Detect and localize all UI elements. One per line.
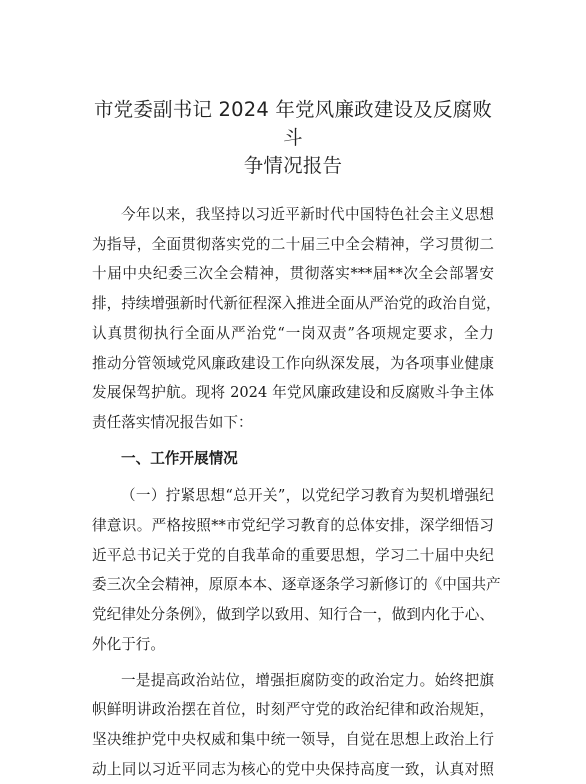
text-line: 委三次全会精神，原原本本、逐章逐条学习新修订的《中国共产 <box>92 576 501 594</box>
text-line: 发展保驾护航。现将 2024 年党风廉政建设和反腐败斗争主体 <box>92 384 494 402</box>
text-line: 认真贯彻执行全面从严治党“一岗双责”各项规定要求，全力 <box>92 324 494 342</box>
paragraph <box>92 200 501 438</box>
title-line: 市党委副书记 2024 年党风廉政建设及反腐败斗 <box>93 98 493 149</box>
document-body <box>92 200 501 784</box>
text-line: 律意识。严格按照**市党纪学习教育的总体安排，深学细悟习 <box>92 517 494 535</box>
text-line: 一是提高政治站位，增强拒腐防变的政治定力。始终把旗 <box>121 671 494 689</box>
text-line: 外化于行。 <box>92 635 165 653</box>
text-line: （一）拧紧思想“总开关”，以党纪学习教育为契机增强纪 <box>121 487 494 505</box>
text-line: 十届中央纪委三次全会精神，贯彻落实***届**次全会部署安 <box>92 265 494 283</box>
text-line: 动上同以习近平同志为核心的党中央保持高度一致，认真对照 <box>92 760 494 778</box>
text-line: 今年以来，我坚持以习近平新时代中国特色社会主义思想 <box>121 206 494 223</box>
document-title <box>92 96 494 180</box>
text-line: 推动分管领域党风廉政建设工作向纵深发展，为各项事业健康 <box>92 354 494 372</box>
title-line: 争情况报告 <box>243 154 343 177</box>
text-line: 党纪律处分条例》，做到学以致用、知行合一，做到内化于心、 <box>92 606 494 624</box>
text-line: 坚决维护党中央权威和集中统一领导，自觉在思想上政治上行 <box>92 730 494 748</box>
paragraph <box>92 481 501 659</box>
text-line: 责任落实情况报告如下： <box>92 413 253 431</box>
text-line: 排，持续增强新时代新征程深入推进全面从严治党的政治自觉， <box>92 295 501 313</box>
text-line: 帜鲜明讲政治摆在首位，时刻严守党的政治纪律和政治规矩， <box>92 701 494 719</box>
section-heading: 一、工作开展情况 <box>121 449 238 467</box>
text-line: 近平总书记关于党的自我革命的重要思想，学习二十届中央纪 <box>92 546 494 564</box>
paragraph <box>92 666 494 784</box>
text-line: 为指导，全面贯彻落实党的二十届三中全会精神，学习贯彻二 <box>92 235 494 253</box>
